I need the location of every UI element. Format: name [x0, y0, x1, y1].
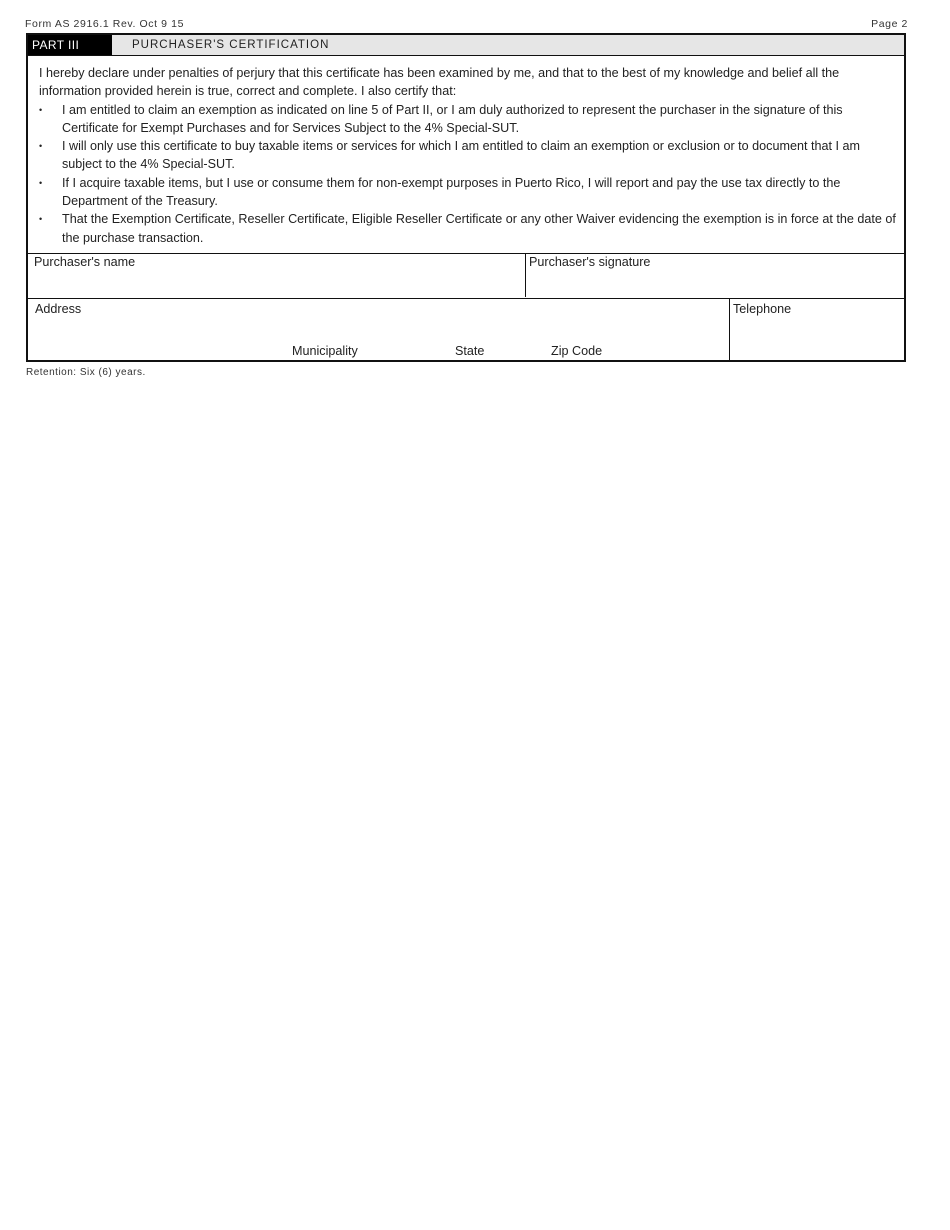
- municipality-label: Municipality: [292, 344, 358, 358]
- part-header-bar: [28, 35, 904, 56]
- telephone-label: Telephone: [733, 302, 792, 316]
- bullet-icon: •: [39, 214, 43, 225]
- certification-list: [39, 101, 899, 247]
- purchaser-name-field[interactable]: [28, 254, 526, 297]
- bullet-icon: •: [39, 177, 43, 188]
- page-header: [25, 18, 908, 32]
- zip-code-label: Zip Code: [551, 344, 603, 358]
- bullet-icon: •: [39, 141, 43, 152]
- certification-item-text: That the Exemption Certificate, Reseller Certificate, Eligible Reseller Certificate or any other Waiver evidencing the exemption is in force at the date of the purchase transaction.: [62, 212, 896, 245]
- address-telephone-row: [28, 298, 904, 360]
- certification-statement: [39, 64, 899, 247]
- certification-item: [39, 210, 899, 247]
- page-number: Page 2: [871, 18, 908, 30]
- retention-note: Retention: Six (6) years.: [26, 367, 146, 378]
- part-title: PURCHASER'S CERTIFICATION: [132, 39, 330, 51]
- certification-item-text: I will only use this certificate to buy taxable items or services for which I am entitled to claim an exemption or exclusion or to document that I am subject to the 4% Special-SUT.: [62, 139, 860, 172]
- address-field[interactable]: [28, 299, 730, 361]
- state-label: State: [455, 344, 485, 358]
- purchaser-signature-field[interactable]: [526, 254, 904, 297]
- certification-item: [39, 101, 899, 138]
- telephone-field[interactable]: [730, 299, 904, 361]
- purchaser-name-label: Purchaser's name: [34, 255, 136, 269]
- purchaser-signature-label: Purchaser's signature: [529, 255, 651, 269]
- name-signature-row: [28, 253, 904, 298]
- bullet-icon: •: [39, 104, 43, 115]
- certification-item: [39, 174, 899, 211]
- certification-intro: I hereby declare under penalties of perjury that this certificate has been examined by me, and that to the best of my knowledge and belief all the information provided herein is true, correct and complete. I also certify that:: [39, 66, 840, 99]
- address-label: Address: [35, 302, 82, 316]
- form-id: Form AS 2916.1 Rev. Oct 9 15: [25, 18, 185, 30]
- certification-item-text: If I acquire taxable items, but I use or consume them for non-exempt purposes in Puerto Rico, I will report and pay the use tax directly to the Department of the Treasury.: [62, 175, 841, 209]
- certification-form: [26, 33, 906, 362]
- certification-item-text: I am entitled to claim an exemption as indicated on line 5 of Part II, or I am duly authorized to represent the purchaser in the signature of this Certificate for Exempt Purchases and for Services Subject to the 4% Special-SUT.: [62, 102, 843, 135]
- certification-item: [39, 137, 899, 174]
- part-label: PART III: [28, 35, 112, 55]
